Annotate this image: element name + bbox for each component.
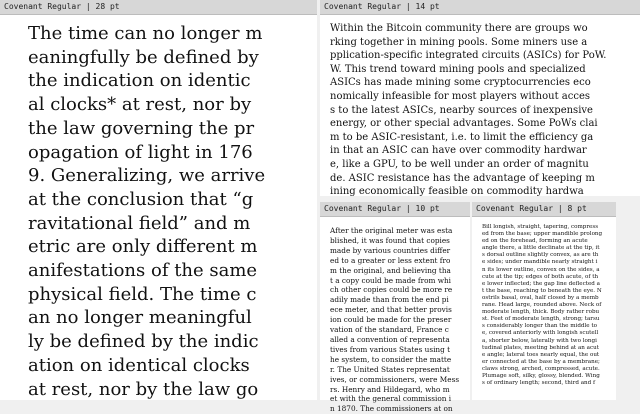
- text-line: ation on identical clocks: [28, 354, 250, 376]
- text-line: et with the general commission i: [330, 394, 452, 404]
- text-line: n its lower outline, convex on the sides, a: [482, 266, 600, 273]
- text-line: cute at the tip; edges of both acute, of th: [482, 273, 599, 280]
- text-line: t a copy could be made from whi: [330, 275, 452, 285]
- text-line: ASICs has made mining some cryptocurrencies eco: [330, 77, 591, 89]
- specimen-panel-14pt: [320, 0, 640, 196]
- text-line: rs. Henry and Hildegard, who m: [330, 384, 450, 394]
- text-line: e angle; lateral toes nearly equal, the out: [482, 351, 600, 358]
- text-line: e lower inflected; the gap line deflected a: [482, 280, 600, 287]
- text-line: s dorsal outline slightly convex, as are th: [482, 252, 599, 259]
- specimen-text: [330, 22, 636, 196]
- text-line: a, shorter below, laterally with two longi: [482, 337, 597, 344]
- text-line: ece meter, and that better provis: [330, 305, 452, 315]
- text-line: angle there, a little declinate at the tip, it: [482, 245, 600, 252]
- text-line: etric are only different m: [28, 236, 258, 258]
- text-line: s considerably longer than the middle to: [482, 323, 597, 330]
- text-line: The time can no longer m: [28, 23, 263, 44]
- text-line: rane. Head large, rounded above. Neck of: [482, 302, 602, 309]
- text-line: in that an ASIC can have over commodity hardwar: [330, 145, 587, 157]
- text-line: an no longer meaningful: [28, 307, 252, 329]
- text-line: ravitational field” and m: [28, 212, 251, 234]
- text-line: m to be ASIC-resistant, i.e. to limit the efficiency ga: [330, 131, 594, 143]
- text-line: ostrils basal, oval, half closed by a memb: [482, 294, 599, 301]
- text-line: e sides; under mandible nearly straight i: [482, 259, 598, 266]
- text-line: the indication on identic: [28, 70, 251, 92]
- text-line: energy, or other special advantages. Some PoWs clai: [330, 118, 598, 130]
- text-line: Plumage soft, silky, glossy, blended. Wing: [482, 372, 600, 379]
- text-line: tives from various States using t: [330, 344, 451, 354]
- text-line: r. The United States representat: [330, 364, 450, 374]
- text-line: ining economically feasible on commodity hardwa: [330, 186, 584, 198]
- panel-header: Covenant Regular | 10 pt: [320, 202, 470, 217]
- text-line: nomically infeasible for most players without acces: [330, 90, 590, 102]
- text-line: W. This trend toward mining pools and specialized: [330, 63, 586, 75]
- text-line: adily made than from the end pi: [330, 295, 449, 305]
- text-line: n 1870. The commissioners at on: [330, 404, 453, 414]
- text-line: After the original meter was esta: [330, 226, 453, 235]
- text-line: e, like a GPU, to be well under an order of magnitu: [330, 158, 589, 170]
- text-line: blished, it was found that copies: [330, 235, 450, 245]
- text-line: ives, or commissioners, were Mess: [330, 374, 460, 384]
- text-line: the law governing the pr: [28, 117, 255, 139]
- text-line: er connected at the base by a membrane;: [482, 358, 600, 365]
- text-line: Bill longish, straight, tapering, compress: [482, 224, 599, 230]
- text-line: vation of the standard, France c: [330, 325, 449, 335]
- text-line: moderate length, thick. Body rather robu: [482, 309, 600, 316]
- panel-header: Covenant Regular | 28 pt: [0, 0, 317, 15]
- text-line: at rest, nor by the law go: [28, 378, 259, 400]
- text-line: ed to a greater or less extent fro: [330, 255, 451, 265]
- text-line: ion could be made for the preser: [330, 315, 452, 325]
- specimen-text: [330, 226, 468, 414]
- panel-header: Covenant Regular | 14 pt: [320, 0, 640, 15]
- text-line: pplication-specific integrated circuits (ASICs) for PoW.: [330, 50, 607, 62]
- text-line: de. ASIC resistance has the advantage of keeping m: [330, 172, 595, 184]
- text-line: claws strong, arched, compressed, acute.: [482, 365, 600, 372]
- text-line: ly be defined by the indic: [28, 331, 259, 353]
- text-line: opagation of light in 176: [28, 141, 253, 163]
- text-line: ed from the base; upper mandible prolong: [482, 231, 603, 238]
- text-line: rking together in mining pools. Some miners use a: [330, 36, 588, 48]
- specimen-panel-10pt: [320, 202, 470, 414]
- text-line: st. Feet of moderate length, strong; tarsu: [482, 316, 600, 323]
- text-line: alled a convention of representa: [330, 334, 450, 344]
- text-line: at the conclusion that “g: [28, 188, 254, 210]
- text-line: e, covered anteriorly with longish scutell: [482, 330, 599, 337]
- text-line: made by various countries differ: [330, 245, 451, 255]
- text-line: s of ordinary length; second, third and f: [482, 380, 596, 387]
- text-line: s to the latest ASICs, nearby sources of inexpensive: [330, 104, 593, 116]
- text-line: ed on the forehead, forming an acute: [482, 238, 588, 245]
- text-line: tudinal plates, meeting behind at an acut: [482, 344, 599, 351]
- panel-header: Covenant Regular | 8 pt: [472, 202, 616, 217]
- text-line: Within the Bitcoin community there are groups wo: [330, 23, 588, 34]
- text-line: eaningfully be defined by: [28, 46, 259, 68]
- text-line: anifestations of the same: [28, 260, 258, 282]
- text-line: al clocks* at rest, nor by: [28, 94, 252, 116]
- specimen-text: [28, 22, 311, 400]
- specimen-panel-28pt: [0, 0, 317, 400]
- text-line: t the base, reaching to beneath the eye. N: [482, 287, 602, 294]
- text-line: physical field. The time c: [28, 283, 257, 305]
- specimen-panel-8pt: [472, 202, 616, 400]
- specimen-text: [482, 224, 614, 400]
- text-line: he system, to consider the matte: [330, 354, 452, 364]
- text-line: m the original, and believing tha: [330, 265, 451, 275]
- text-line: 9. Generalizing, we arrive: [28, 165, 266, 187]
- text-line: ch other copies could be more re: [330, 285, 453, 295]
